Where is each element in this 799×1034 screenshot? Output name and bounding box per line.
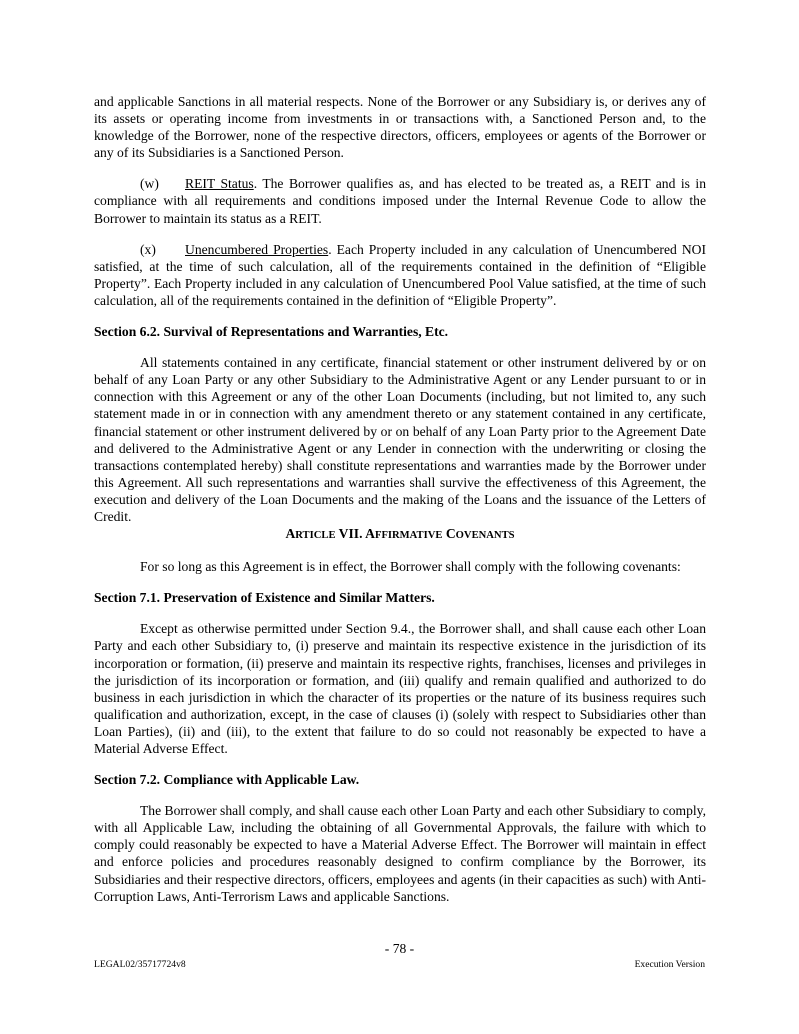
item-x-unencumbered-properties (94, 241, 706, 309)
article-intro: For so long as this Agreement is in effect, the Borrower shall comply with the following covenants: (140, 559, 681, 575)
page-number: - 78 - (384, 941, 415, 956)
item-w-text: . The Borrower qualifies as, and has elected to be treated as, a REIT and is in compliance with all requirements and conditions imposed under the Internal Revenue Code to allow the Borrower to maintain its status as a REIT. (94, 176, 706, 226)
document-id: LEGAL02/35717724v8 (94, 959, 186, 970)
document-page (94, 93, 706, 905)
item-x-label: (x) (140, 241, 156, 257)
paragraph-sanctions-continued: and applicable Sanctions in all material respects. None of the Borrower or any Subsidiary is, or derives any of its assets or operating income from investments in or transactions with, a Sanctioned Person and, to the knowledge of the Borrower, none of the respective directors, officers, employees or agents of the Borrower or any of its Subsidiaries is a Sanctioned Person. (94, 94, 706, 161)
section-6-2-heading: Section 6.2. Survival of Representations and Warranties, Etc. (94, 324, 449, 340)
execution-version-label: Execution Version (634, 959, 705, 970)
covenants-rest: OVENANTS (455, 530, 515, 542)
item-x-title: Unencumbered Properties (185, 241, 329, 257)
covenants-cap: C (442, 526, 456, 542)
section-7-2-heading: Section 7.2. Compliance with Applicable Law. (94, 772, 360, 788)
item-w-title: REIT Status (185, 176, 254, 192)
article-vii-heading (94, 525, 706, 544)
article-word-rest: RTICLE (295, 530, 336, 542)
section-7-1-heading: Section 7.1. Preservation of Existence and Similar Matters. (94, 590, 435, 606)
item-w-label: (w) (140, 176, 159, 192)
article-cap-a: A (285, 526, 296, 542)
section-6-2-body: All statements contained in any certificate, financial statement or other instrument delivered by or on behalf of any Loan Party or any other Subsidiary to the Administrative Agent or any Lender pursuant to or in connection with this Agreement or any of the other Loan Documents (including, but not limited to, any such statement made in or in connection with any amendment thereto or any statement contained in any certificate, financial statement or other instrument delivered by or on behalf of any Loan Party prior to the Agreement Date and delivered to the Administrative Agent or any Lender in connection with the underwriting or closing the transactions contemplated hereby) shall constitute representations and warranties made by the Borrower under this Agreement. All such representations and warranties shall survive the effectiveness of this Agreement, the execution and delivery of the Loan Documents and the making of the Loans and the issuance of the Letters of Credit. (94, 355, 706, 524)
affirmative-cap: A (365, 526, 375, 542)
article-number: VII. (335, 526, 366, 542)
affirmative-rest: FFIRMATIVE (374, 530, 443, 542)
item-w-reit-status (94, 175, 706, 226)
section-7-1-body: Except as otherwise permitted under Section 9.4., the Borrower shall, and shall cause each other Loan Party and each other Subsidiary to, (i) preserve and maintain its respective existence in the jurisdiction of its incorporation or formation, (ii) preserve and maintain its respective rights, franchises, licenses and privileges in the jurisdiction of its incorporation or formation, and (iii) qualify and remain qualified and authorized to do business in each jurisdiction in which the character of its properties or the nature of its business requires such qualification and authorization, except, in the case of clauses (i) (solely with respect to Subsidiaries other than Loan Parties), (ii) and (iii), to the extent that failure to do so could not reasonably be expected to have a Material Adverse Effect. (94, 621, 706, 756)
item-x-text: . Each Property included in any calculation of Unencumbered NOI satisfied, at the time of such calculation, all of the requirements contained in the definition of “Eligible Property”. Each Property included in any calculation of Unencumbered Pool Value satisfied, at the time of such calculation, all of the requirements contained in the definition of “Eligible Property”. (94, 241, 706, 308)
section-7-2-body: The Borrower shall comply, and shall cause each other Loan Party and each other Subsidiary to comply, with all Applicable Law, including the obtaining of all Governmental Approvals, the failure with which to comply could reasonably be expected to have a Material Adverse Effect. The Borrower will maintain in effect and enforce policies and procedures reasonably designed to confirm compliance by the Borrower, its Subsidiaries and their respective directors, officers, employees and agents (in their capacities as such) with Anti-Corruption Laws, Anti-Terrorism Laws and applicable Sanctions. (94, 803, 706, 904)
